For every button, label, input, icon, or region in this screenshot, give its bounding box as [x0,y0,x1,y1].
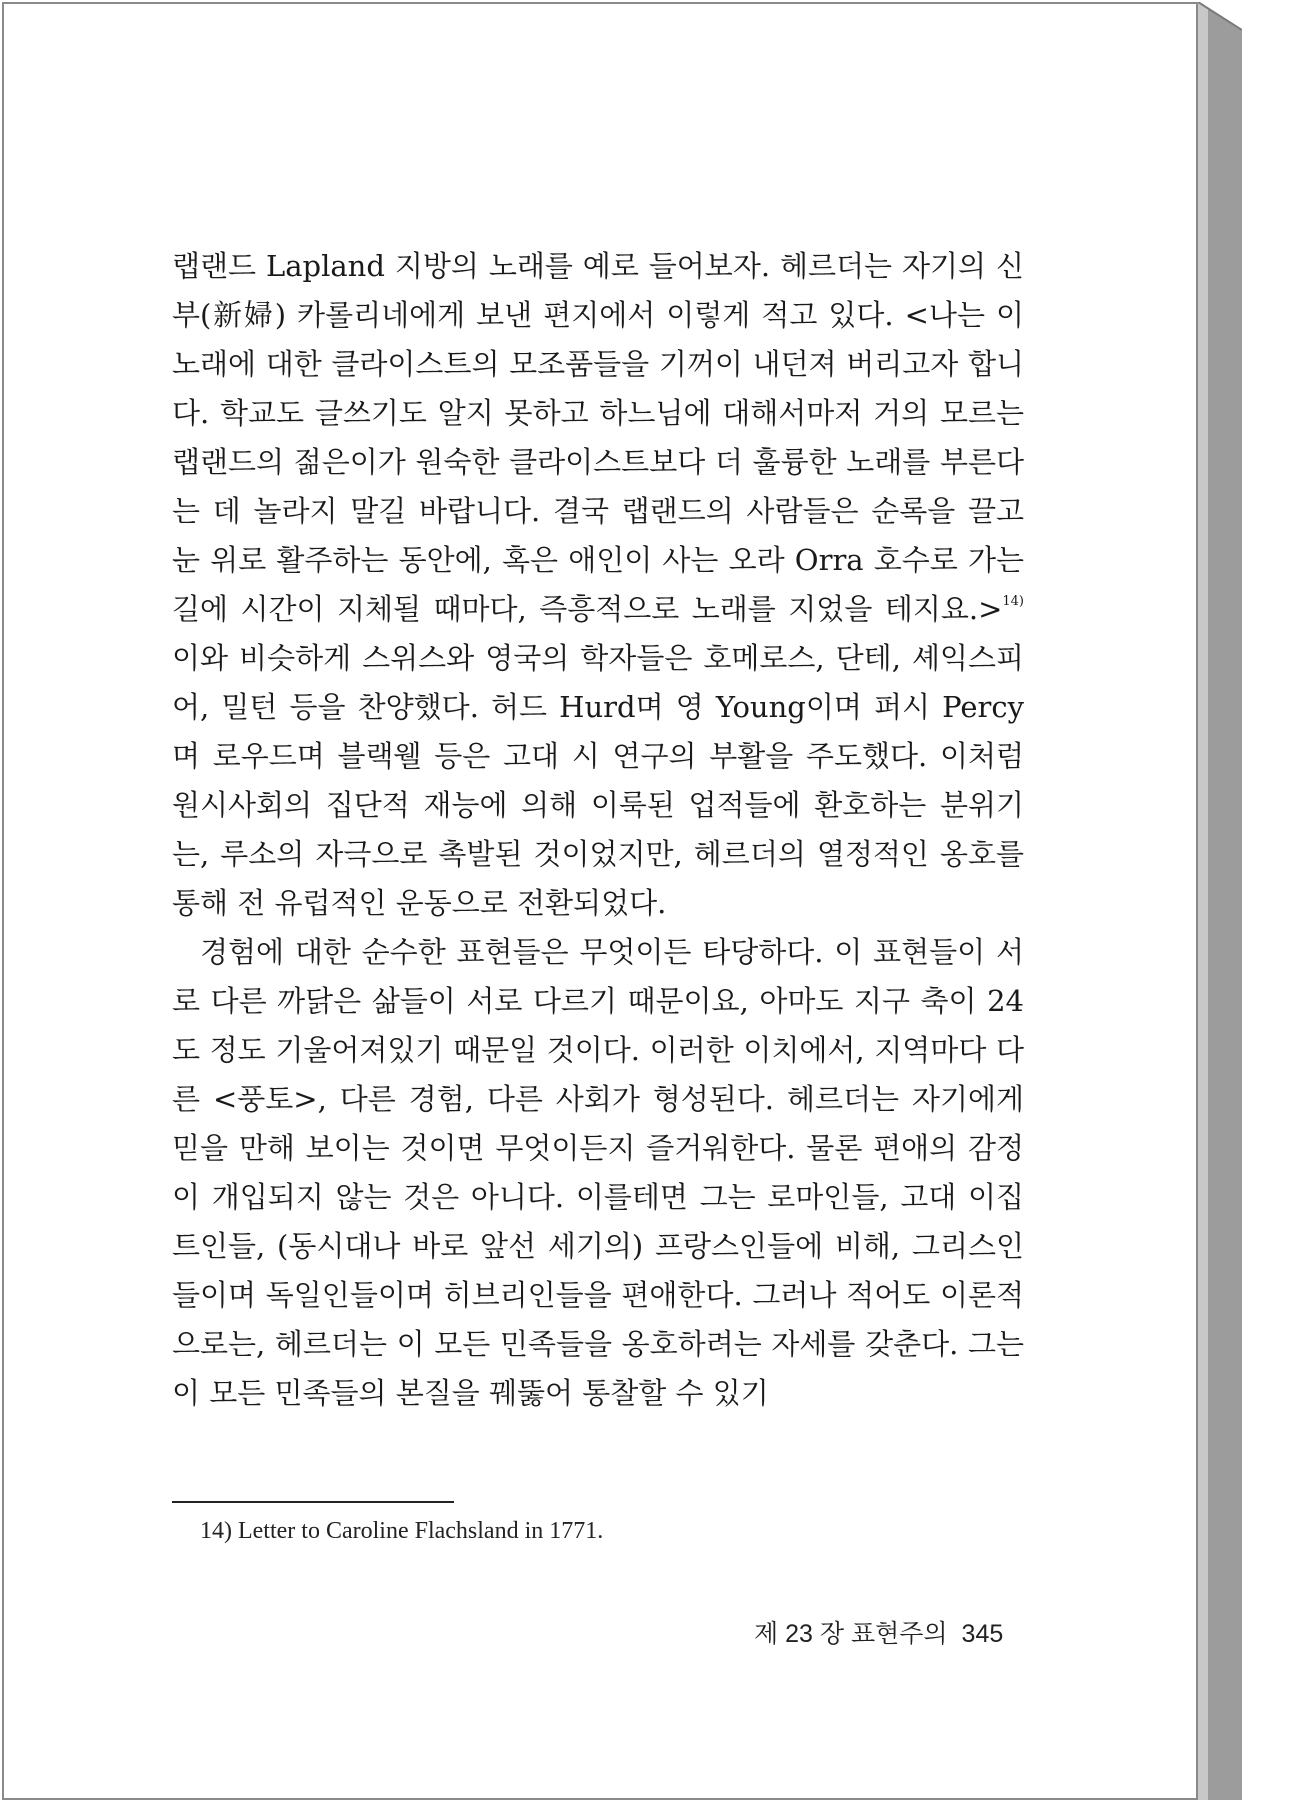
paragraph-1-continuation: 이와 비슷하게 스위스와 영국의 학자들은 호메로스, 단테, 셰익스피어, 밀턴 등을 찬양했다. 허드 Hurd며 영 Young이며 퍼시 Percy며 로우드며 블랙웰 등은 고대 시 연구의 부활을 주도했다. 이처럼 원시사회의 집단적 재능에 의해 이룩된 업적들에 환호하는 분위기는, 루소의 자극으로 촉발된 것이었지만, 헤르더의 열정적인 옹호를 통해 전 유럽적인 운동으로 전환되었다. [172,641,1024,920]
paragraph-2: 경험에 대한 순수한 표현들은 무엇이든 타당하다. 이 표현들이 서로 다른 까닭은 삶들이 서로 다르기 때문이요, 아마도 지구 축이 24도 정도 기울어져있기 때문일 것이다. 이러한 이치에서, 지역마다 다른 <풍토>, 다른 경험, 다른 사회가 형성된다. 헤르더는 자기에게 믿을 만해 보이는 것이면 무엇이든지 즐거워한다. 물론 편애의 감정이 개입되지 않는 것은 아니다. 이를테면 그는 로마인들, 고대 이집트인들, (동시대나 바로 앞선 세기의) 프랑스인들에 비해, 그리스인들이며 독일인들이며 히브리인들을 편애한다. 그러나 적어도 이론적으로는, 헤르더는 이 모든 민족들을 옹호하려는 자세를 갖춘다. 그는 이 모든 민족들의 본질을 꿰뚫어 통찰할 수 있기 [172,935,1024,1410]
footnote: 14) Letter to Caroline Flachsland in 1771. [200,1518,604,1544]
book-page-edge [1198,2,1242,1800]
paragraph-1-text: 랩랜드 Lapland 지방의 노래를 예로 들어보자. 헤르더는 자기의 신부(新婦) 카롤리네에게 보낸 편지에서 이렇게 적고 있다. <나는 이 노래에 대한 클라이스트의 모조품들을 기꺼이 내던져 버리고자 합니다. 학교도 글쓰기도 알지 못하고 하느님에 대해서마저 거의 모르는 랩랜드의 젊은이가 원숙한 클라이스트보다 더 훌륭한 노래를 부른다는 데 놀라지 말길 바랍니다. 결국 랩랜드의 사람들은 순록을 끌고 눈 위로 활주하는 동안에, 혹은 애인이 사는 오라 Orra 호수로 가는 길에 시간이 지체될 때마다, 즉흥적으로 노래를 지었을 테지요.> [172,249,1024,626]
body-text [172,242,1024,1418]
chapter-title: 제 23 장 표현주의 [754,1620,948,1648]
footnote-marker: 14) [1002,594,1024,609]
page-footer [754,1614,1003,1650]
footnote-divider [172,1501,454,1503]
book-page [2,2,1198,1800]
paragraph-1 [172,242,1024,928]
page-number: 345 [961,1620,1004,1648]
